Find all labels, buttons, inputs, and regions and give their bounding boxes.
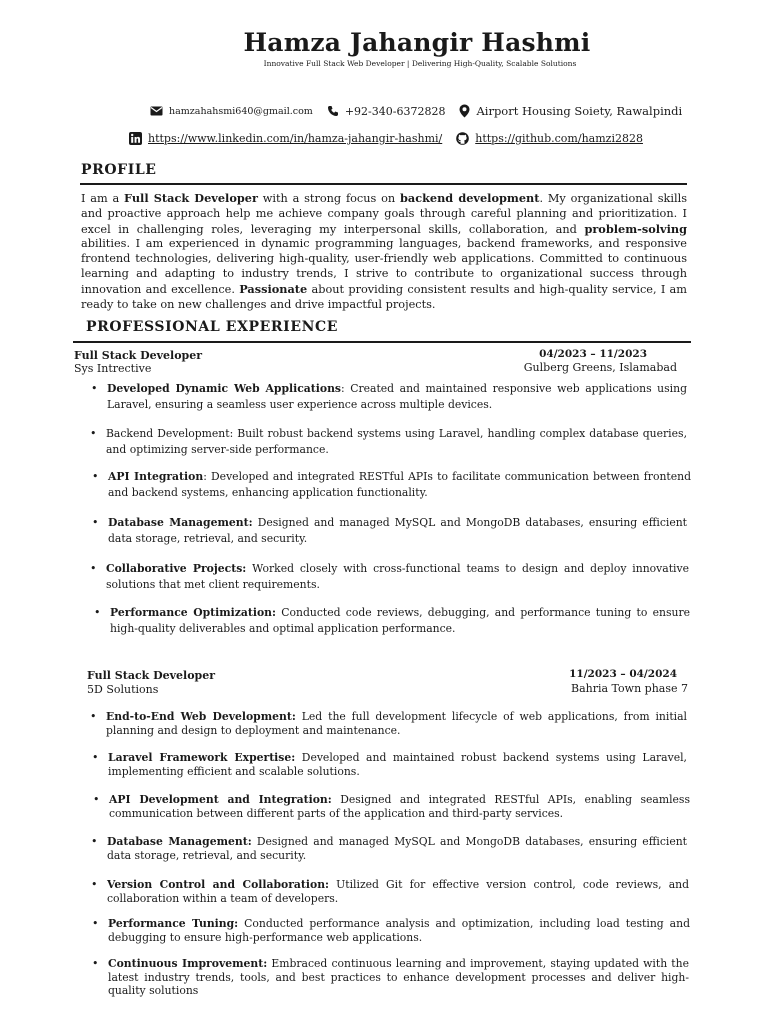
list-item: • Continuous Improvement: Embraced continuous learning and improvement, staying updated with the latest industry trends, tools, and best practices to enhance development processes and deliver high-quality solutions xyxy=(108,957,689,998)
github-icon xyxy=(456,132,469,145)
job-company: Sys Intrective xyxy=(74,362,152,375)
list-item: • Backend Development: Built robust backend systems using Laravel, handling complex database queries, and optimizing server-side performance. xyxy=(106,426,687,457)
github-link[interactable]: https://github.com/hamzi2828 xyxy=(475,132,643,145)
list-item: • Developed Dynamic Web Applications: Created and maintained responsive web applications using Laravel, ensuring a seamless user experience across multiple devices. xyxy=(107,381,687,412)
profile-summary: I am a Full Stack Developer with a strong focus on backend development. My organizational skills and proactive approach help me achieve company goals through careful planning and prioritization. I excel in challenging roles, leveraging my interpersonal skills, collaboration, and problem-solving abilities. I am experienced in dynamic programming languages, backend frameworks, and responsive frontend technologies, delivering high-quality, user-friendly web applications. Committed to continuous learning and adapting to industry trends, I strive to contribute to organizational success through innovation and excellence. Passionate about providing consistent results and high-quality service, I am ready to take on new challenges and drive impactful projects. xyxy=(81,191,687,311)
list-item: • Version Control and Collaboration: Utilized Git for effective version control, code reviews, and collaboration within a team of developers. xyxy=(107,878,689,905)
address-contact xyxy=(459,104,682,118)
linkedin-link[interactable]: https://www.linkedin.com/in/hamza-jahangir-hashmi/ xyxy=(148,132,443,145)
list-item: • Laravel Framework Expertise: Developed and maintained robust backend systems using Laravel, implementing efficient and scalable solutions. xyxy=(108,751,687,778)
github-contact[interactable] xyxy=(456,132,643,145)
profile-divider xyxy=(80,183,687,185)
linkedin-contact[interactable] xyxy=(129,132,442,145)
envelope-icon xyxy=(150,106,163,116)
address-text: Airport Housing Soiety, Rawalpindi xyxy=(476,104,683,118)
phone-contact[interactable] xyxy=(327,105,446,118)
location-pin-icon xyxy=(459,104,470,118)
list-item: • Database Management: Designed and managed MySQL and MongoDB databases, ensuring efficient data storage, retrieval, and security. xyxy=(108,515,687,546)
job-company: 5D Solutions xyxy=(87,683,159,696)
list-item: • Collaborative Projects: Worked closely with cross-functional teams to design and deploy innovative solutions that met client requirements. xyxy=(106,561,689,592)
experience-heading: PROFESSIONAL EXPERIENCE xyxy=(86,319,338,335)
list-item: • Performance Optimization: Conducted code reviews, debugging, and performance tuning to ensure high-quality deliverables and optimal application performance. xyxy=(110,605,690,636)
phone-icon xyxy=(327,105,339,117)
experience-divider xyxy=(73,341,691,343)
job-title: Full Stack Developer xyxy=(74,349,203,362)
job-dates: 11/2023 – 04/2024 xyxy=(569,668,677,680)
job-location: Gulberg Greens, Islamabad xyxy=(523,361,677,374)
email-contact[interactable] xyxy=(150,106,313,117)
list-item: • API Development and Integration: Designed and integrated RESTful APIs, enabling seamless communication between different parts of the application and third-party services. xyxy=(109,793,690,820)
list-item: • Performance Tuning: Conducted performance analysis and optimization, including load testing and debugging to ensure high-performance web applications. xyxy=(108,917,690,944)
list-item: • API Integration: Developed and integrated RESTful APIs to facilitate communication between frontend and backend systems, enhancing application functionality. xyxy=(108,469,691,500)
resume-tagline: Innovative Full Stack Web Developer | Delivering High-Quality, Scalable Solutions xyxy=(263,59,577,68)
list-item: • End-to-End Web Development: Led the full development lifecycle of web applications, from initial planning and design to deployment and maintenance. xyxy=(106,710,687,737)
list-item: • Database Management: Designed and managed MySQL and MongoDB databases, ensuring efficient data storage, retrieval, and security. xyxy=(107,835,687,862)
job-title: Full Stack Developer xyxy=(87,669,216,682)
linkedin-icon xyxy=(129,132,142,145)
contact-row-links xyxy=(129,132,657,145)
job-location: Bahria Town phase 7 xyxy=(571,682,688,695)
profile-heading: PROFILE xyxy=(81,162,157,178)
resume-name: Hamza Jahangir Hashmi xyxy=(243,28,591,57)
contact-row-primary xyxy=(150,104,696,118)
job-dates: 04/2023 – 11/2023 xyxy=(539,348,647,360)
phone-text: +92-340-6372828 xyxy=(344,104,446,118)
email-text: hamzahahsmi640@gmail.com xyxy=(169,105,313,117)
